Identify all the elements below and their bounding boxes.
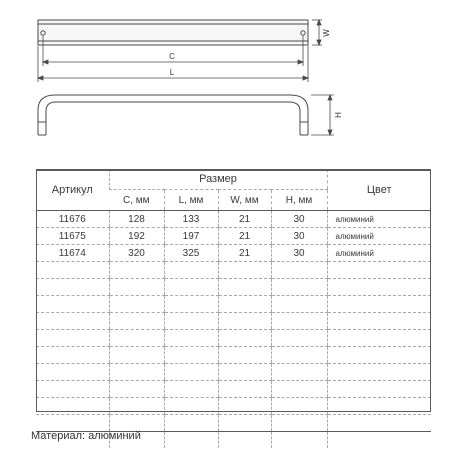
dimension-w [312,20,322,45]
cell-l: 133 [164,211,218,228]
cell-c: 320 [109,245,164,262]
empty-row [36,415,431,432]
label-c: C [169,52,175,61]
subheader-w: W, мм [218,190,271,211]
cell-h: 30 [271,211,327,228]
cell-w: 21 [218,245,271,262]
empty-row [36,347,431,364]
spec-table [36,169,431,448]
subheader-h: H, мм [271,190,327,211]
handle-side-view [38,95,308,135]
label-h: H [334,112,343,118]
empty-row [36,381,431,398]
empty-row [36,330,431,347]
table-row [36,211,431,228]
empty-row [36,262,431,279]
label-w: W [322,29,331,37]
table-row [36,228,431,245]
cell-article: 11675 [36,228,109,245]
empty-row [36,398,431,415]
cell-l: 325 [164,245,218,262]
header-color: Цвет [327,169,431,211]
cell-h: 30 [271,228,327,245]
cell-color: алюминий [327,245,431,262]
empty-row [36,313,431,330]
handle-drawing [0,0,450,160]
header-article: Артикул [36,169,109,211]
table-row [36,245,431,262]
cell-w: 21 [218,228,271,245]
material-note: Материал: алюминий [31,430,141,442]
handle-top-view [38,20,308,45]
empty-row [36,364,431,381]
dimension-h [311,95,334,135]
cell-color: алюминий [327,228,431,245]
subheader-l: L, мм [164,190,218,211]
header-size: Размер [109,169,327,190]
cell-h: 30 [271,245,327,262]
subheader-c: C, мм [109,190,164,211]
cell-article: 11674 [36,245,109,262]
cell-color: алюминий [327,211,431,228]
label-l: L [169,68,175,77]
cell-article: 11676 [36,211,109,228]
cell-l: 197 [164,228,218,245]
empty-row [36,296,431,313]
cell-c: 192 [109,228,164,245]
cell-w: 21 [218,211,271,228]
empty-row [36,279,431,296]
cell-c: 128 [109,211,164,228]
